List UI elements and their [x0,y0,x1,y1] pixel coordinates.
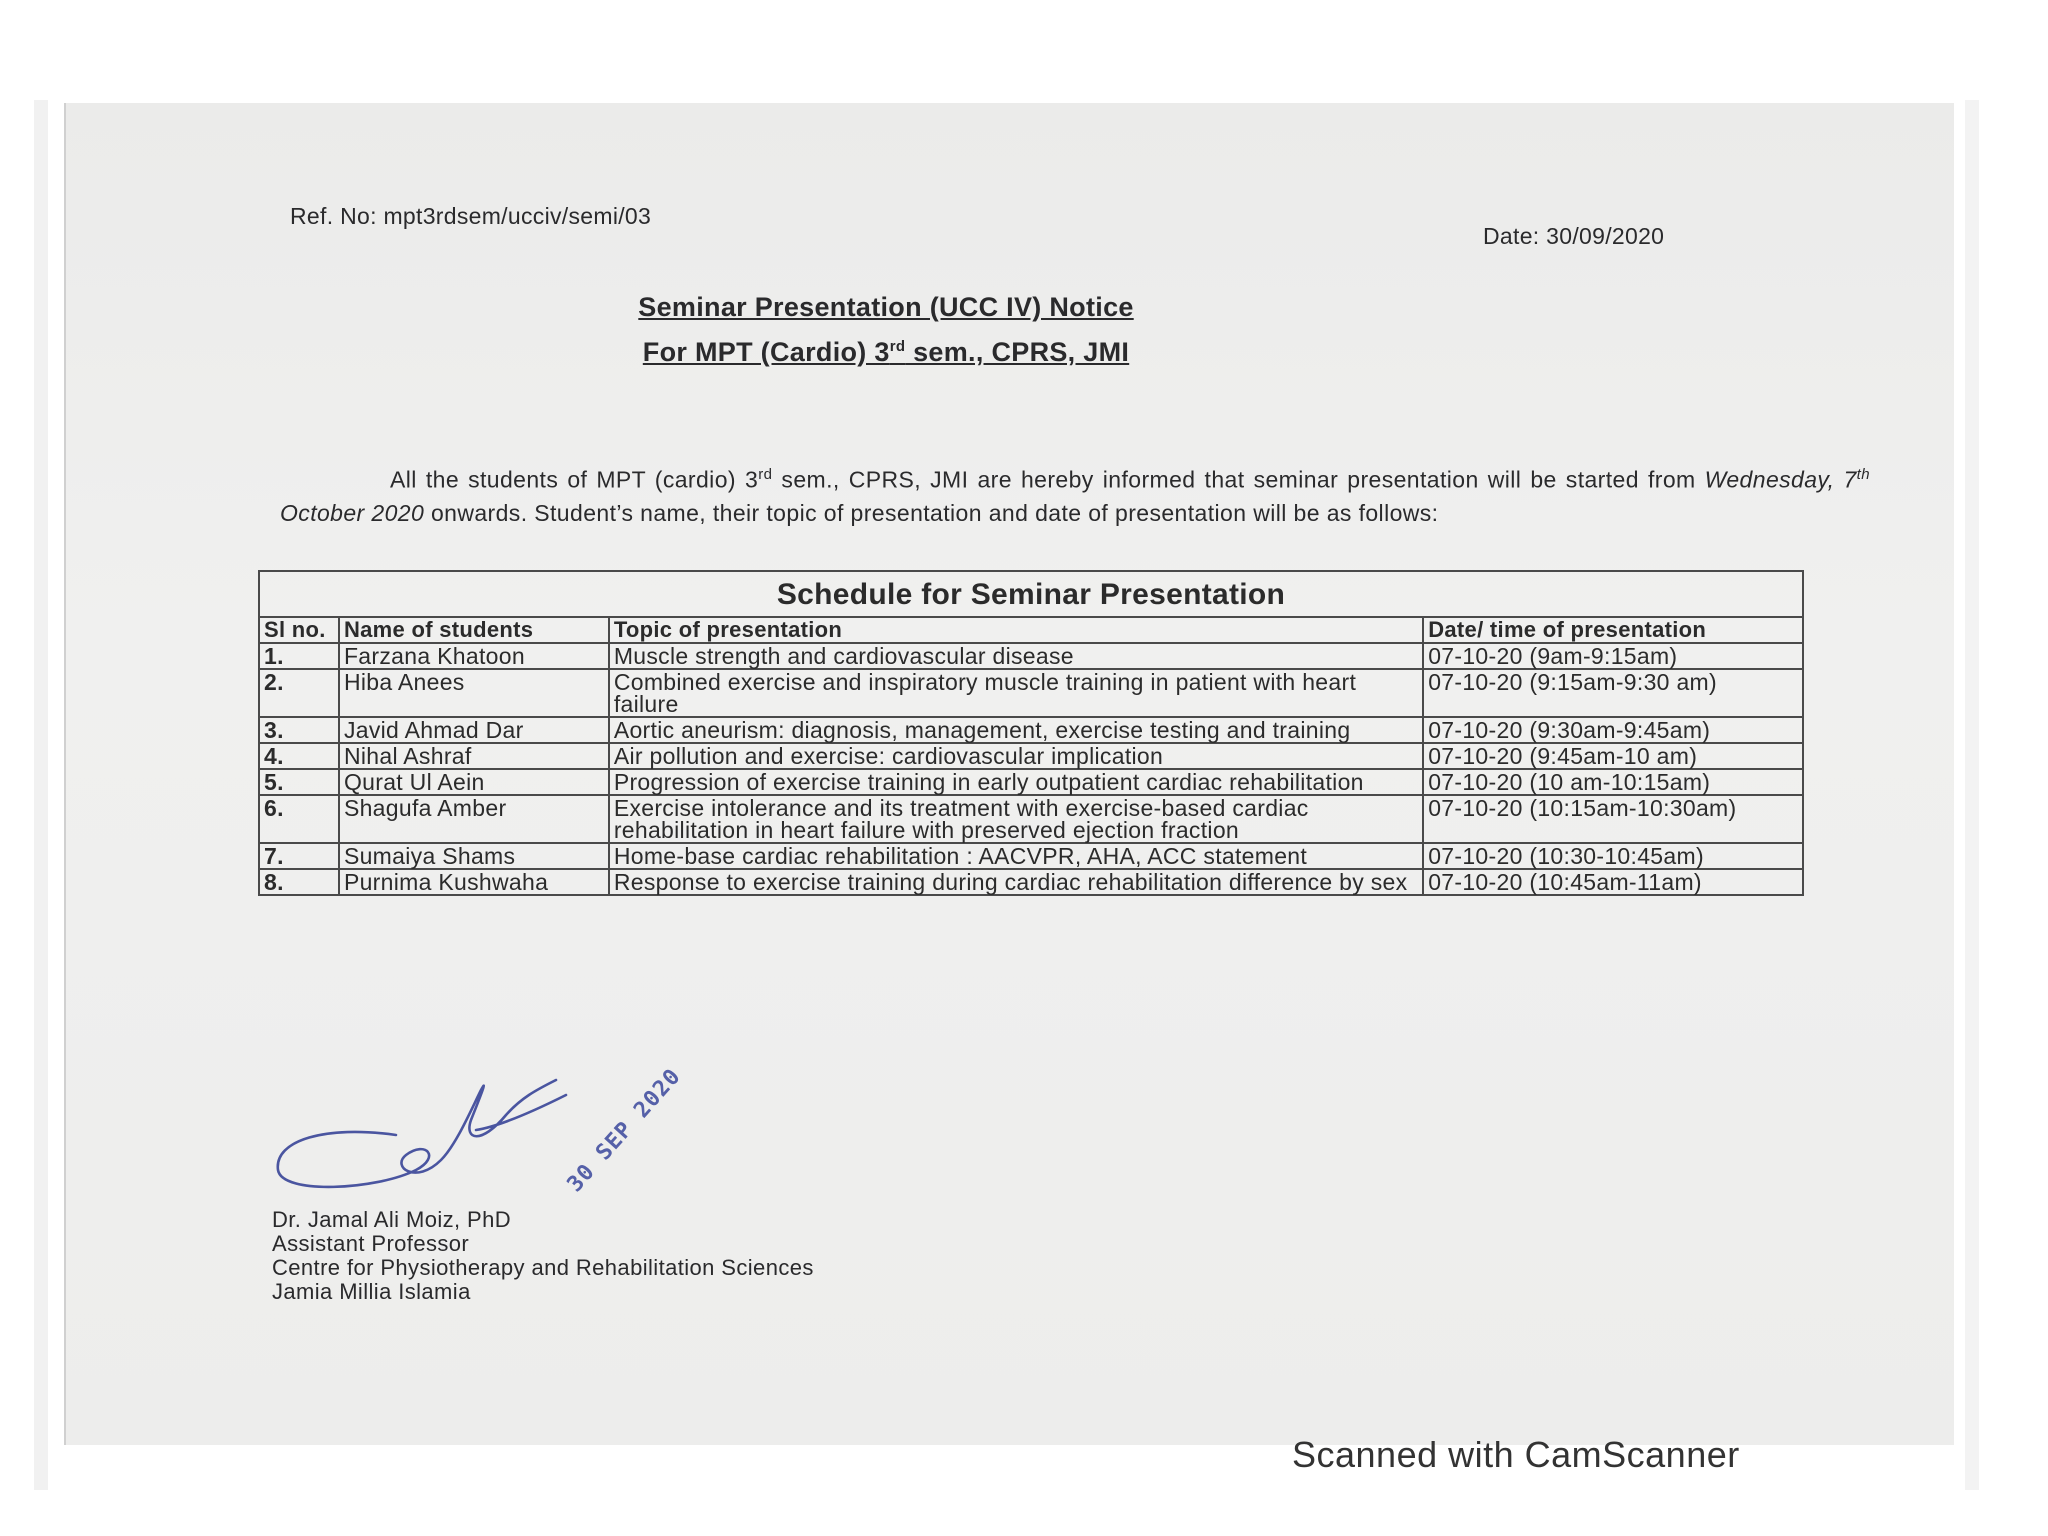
row-student-name: Sumaiya Shams [339,843,609,869]
row-sl: 3. [259,717,339,743]
table-header-row [259,617,1803,643]
row-date-time: 07-10-20 (9:30am-9:45am) [1423,717,1803,743]
row-date-time: 07-10-20 (10:30-10:45am) [1423,843,1803,869]
table-row [259,795,1803,843]
signer-institution: Jamia Millia Islamia [272,1279,471,1304]
scanned-document [64,103,1954,1445]
table-row [259,843,1803,869]
table-row [259,769,1803,795]
row-date-time: 07-10-20 (9am-9:15am) [1423,643,1803,669]
row-student-name: Purnima Kushwaha [339,869,609,895]
header-student-name: Name of students [339,617,609,643]
row-date-time: 07-10-20 (9:15am-9:30 am) [1423,669,1803,717]
row-sl: 4. [259,743,339,769]
row-sl: 2. [259,669,339,717]
row-date-time: 07-10-20 (10:15am-10:30am) [1423,795,1803,843]
row-topic: Response to exercise training during cardiac rehabilitation difference by sex [609,869,1423,895]
row-topic: Air pollution and exercise: cardiovascular implication [609,743,1423,769]
schedule-table [258,570,1804,896]
row-topic: Muscle strength and cardiovascular disease [609,643,1423,669]
row-student-name: Nihal Ashraf [339,743,609,769]
header-sl-no: Sl no. [259,617,339,643]
header-date-time: Date/ time of presentation [1423,617,1803,643]
row-date-time: 07-10-20 (9:45am-10 am) [1423,743,1803,769]
date-stamp: 30 SEP 2020 [562,1063,687,1198]
notice-date: Date: 30/09/2020 [1483,223,1665,249]
schedule-title: Schedule for Seminar Presentation [259,571,1803,617]
signer-designation: Assistant Professor [272,1231,470,1256]
frame-edge-left [34,100,48,1490]
row-student-name: Shagufa Amber [339,795,609,843]
notice-title: Seminar Presentation (UCC IV) Notice [638,292,1134,322]
header-topic: Topic of presentation [609,617,1423,643]
row-sl: 5. [259,769,339,795]
handwritten-signature [266,1065,606,1225]
row-date-time: 07-10-20 (10:45am-11am) [1423,869,1803,895]
table-row [259,869,1803,895]
row-date-time: 07-10-20 (10 am-10:15am) [1423,769,1803,795]
table-row [259,669,1803,717]
table-row [259,717,1803,743]
row-topic: Combined exercise and inspiratory muscle training in patient with heart failure [609,669,1423,717]
signer-department: Centre for Physiotherapy and Rehabilitation Sciences [272,1255,814,1280]
notice-subtitle: For MPT (Cardio) 3rd sem., CPRS, JMI [642,337,1130,367]
row-student-name: Qurat Ul Aein [339,769,609,795]
row-topic: Progression of exercise training in early outpatient cardiac rehabilitation [609,769,1423,795]
row-sl: 1. [259,643,339,669]
camscanner-watermark: Scanned with CamScanner [1292,1434,1740,1475]
row-topic: Aortic aneurism: diagnosis, management, exercise testing and training [609,717,1423,743]
table-row [259,643,1803,669]
intro-paragraph: All the students of MPT (cardio) 3rd sem., CPRS, JMI are hereby informed that seminar presentation will be started from Wednesday, 7th October 2020 onwards. Student’s name, their topic of presentation and date of presentation will be as follows: [280,466,1870,526]
row-student-name: Hiba Anees [339,669,609,717]
row-topic: Home-base cardiac rehabilitation : AACVPR, AHA, ACC statement [609,843,1423,869]
row-student-name: Javid Ahmad Dar [339,717,609,743]
row-student-name: Farzana Khatoon [339,643,609,669]
row-sl: 7. [259,843,339,869]
row-topic: Exercise intolerance and its treatment with exercise-based cardiac rehabilitation in heart failure with preserved ejection fraction [609,795,1423,843]
signer-name: Dr. Jamal Ali Moiz, PhD [272,1207,512,1232]
row-sl: 6. [259,795,339,843]
frame-edge-right [1965,100,1979,1490]
row-sl: 8. [259,869,339,895]
table-row [259,743,1803,769]
signatory-block [272,1208,814,1304]
reference-number: Ref. No: mpt3rdsem/ucciv/semi/03 [290,203,652,229]
